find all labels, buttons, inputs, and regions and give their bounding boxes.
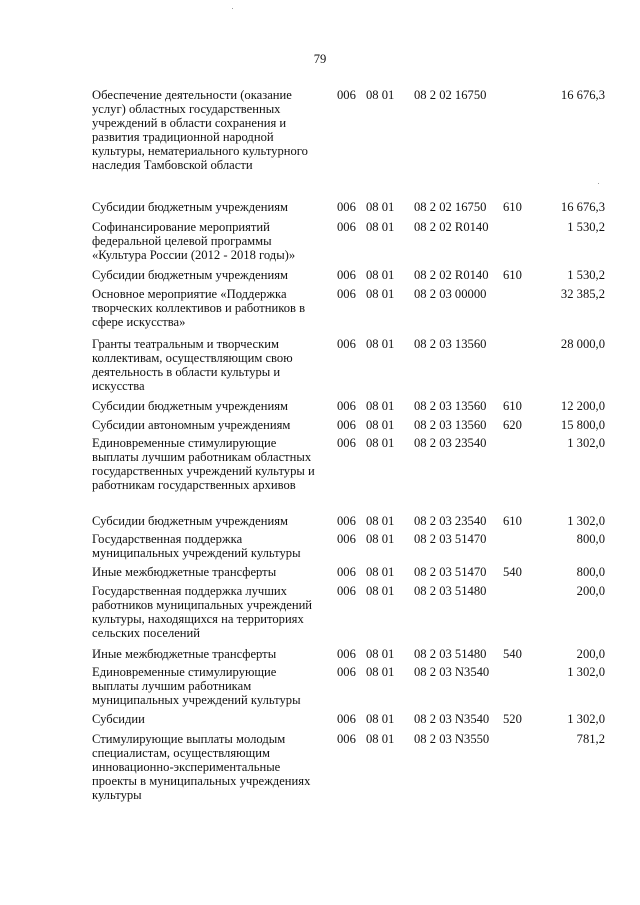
row-amount: 16 676,3: [560, 88, 605, 102]
row-amount: 1 530,2: [567, 268, 605, 282]
table-row: [0, 665, 640, 712]
table-row: [0, 268, 640, 287]
row-section: 08 01: [366, 532, 395, 546]
row-section: 08 01: [366, 88, 395, 102]
table-row: [0, 565, 640, 584]
row-amount: 200,0: [576, 584, 605, 598]
row-section: 08 01: [366, 514, 395, 528]
row-ved: 006: [337, 532, 356, 546]
row-ved: 006: [337, 665, 356, 679]
row-section: 08 01: [366, 268, 395, 282]
row-target-code: 08 2 02 16750: [414, 88, 487, 102]
row-section: 08 01: [366, 584, 395, 598]
row-amount: 28 000,0: [560, 337, 605, 351]
row-target-code: 08 2 03 13560: [414, 399, 487, 413]
row-ved: 006: [337, 399, 356, 413]
row-target-code: 08 2 03 13560: [414, 337, 487, 351]
row-amount: 16 676,3: [560, 200, 605, 214]
row-name: Субсидии бюджетным учреждениям: [92, 200, 288, 214]
row-target-code: 08 2 03 23540: [414, 436, 487, 450]
table-row: [0, 532, 640, 565]
table-row: [0, 88, 640, 200]
row-target-code: 08 2 03 51480: [414, 647, 487, 661]
row-amount: 1 530,2: [567, 220, 605, 234]
row-ved: 006: [337, 712, 356, 726]
row-amount: 800,0: [576, 532, 605, 546]
row-expense-type: 610: [503, 399, 522, 413]
row-name: Субсидии автономным учреждениям: [92, 418, 291, 432]
row-name: Государственная поддержка лучших работников муниципальных учреждений культуры, находящихся на территориях сельских поселений: [92, 584, 313, 640]
row-ved: 006: [337, 337, 356, 351]
row-section: 08 01: [366, 220, 395, 234]
row-section: 08 01: [366, 418, 395, 432]
row-target-code: 08 2 03 N3540: [414, 712, 490, 726]
row-amount: 800,0: [576, 565, 605, 579]
row-amount: 200,0: [576, 647, 605, 661]
row-name: Обеспечение деятельности (оказание услуг) областных государственных учреждений в области сохранения и развития традиционной народной культуры, нематериального культурного наследия Тамбовской области: [92, 88, 308, 172]
row-section: 08 01: [366, 732, 395, 746]
row-amount: 1 302,0: [567, 436, 605, 450]
scan-speck: [232, 8, 233, 9]
table-row: [0, 436, 640, 514]
row-target-code: 08 2 02 R0140: [414, 220, 489, 234]
row-target-code: 08 2 03 00000: [414, 287, 487, 301]
row-name: Субсидии бюджетным учреждениям: [92, 268, 288, 282]
row-ved: 006: [337, 88, 356, 102]
table-row: [0, 712, 640, 732]
row-section: 08 01: [366, 565, 395, 579]
row-expense-type: 610: [503, 200, 522, 214]
row-amount: 15 800,0: [560, 418, 605, 432]
table-row: [0, 584, 640, 647]
row-name: Иные межбюджетные трансферты: [92, 565, 277, 579]
row-ved: 006: [337, 436, 356, 450]
row-name: Субсидии бюджетным учреждениям: [92, 399, 288, 413]
row-target-code: 08 2 03 23540: [414, 514, 487, 528]
row-section: 08 01: [366, 200, 395, 214]
row-name: Софинансирование мероприятий федеральной целевой программы «Культура России (2012 - 2018 годы)»: [92, 220, 296, 262]
row-name: Субсидии: [92, 712, 145, 726]
row-expense-type: 540: [503, 565, 522, 579]
row-target-code: 08 2 03 13560: [414, 418, 487, 432]
row-target-code: 08 2 02 16750: [414, 200, 487, 214]
row-amount: 781,2: [576, 732, 605, 746]
row-section: 08 01: [366, 436, 395, 450]
budget-table: [0, 88, 640, 808]
row-amount: 1 302,0: [567, 665, 605, 679]
table-row: [0, 337, 640, 399]
row-ved: 006: [337, 200, 356, 214]
page-number: 79: [313, 52, 327, 66]
row-name: Единовременные стимулирующие выплаты лучшим работникам областных государственных учреждений культуры и работникам государственных архивов: [92, 436, 315, 492]
row-ved: 006: [337, 584, 356, 598]
row-target-code: 08 2 03 N3550: [414, 732, 490, 746]
row-expense-type: 610: [503, 268, 522, 282]
row-target-code: 08 2 03 51470: [414, 532, 487, 546]
row-amount: 12 200,0: [560, 399, 605, 413]
row-name: Государственная поддержка муниципальных учреждений культуры: [92, 532, 301, 560]
table-row: [0, 399, 640, 418]
row-section: 08 01: [366, 647, 395, 661]
row-amount: 32 385,2: [560, 287, 605, 301]
row-name: Стимулирующие выплаты молодым специалистам, осуществляющим инновационно-экспериментальные проекты в муниципальных учреждениях культуры: [92, 732, 311, 802]
table-row: [0, 220, 640, 268]
table-row: [0, 732, 640, 808]
row-ved: 006: [337, 647, 356, 661]
row-amount: 1 302,0: [567, 514, 605, 528]
row-ved: 006: [337, 268, 356, 282]
row-section: 08 01: [366, 337, 395, 351]
row-name: Субсидии бюджетным учреждениям: [92, 514, 288, 528]
row-name: Иные межбюджетные трансферты: [92, 647, 277, 661]
row-expense-type: 610: [503, 514, 522, 528]
table-row: [0, 647, 640, 665]
row-amount: 1 302,0: [567, 712, 605, 726]
row-ved: 006: [337, 732, 356, 746]
table-row: [0, 200, 640, 220]
row-expense-type: 520: [503, 712, 522, 726]
row-target-code: 08 2 03 N3540: [414, 665, 490, 679]
row-section: 08 01: [366, 712, 395, 726]
row-name: Гранты театральным и творческим коллективам, осуществляющим свою деятельность в области культуры и искусства: [92, 337, 293, 393]
row-ved: 006: [337, 514, 356, 528]
row-target-code: 08 2 03 51480: [414, 584, 487, 598]
table-row: [0, 287, 640, 337]
row-ved: 006: [337, 287, 356, 301]
row-ved: 006: [337, 418, 356, 432]
row-section: 08 01: [366, 665, 395, 679]
row-expense-type: 540: [503, 647, 522, 661]
row-name: Единовременные стимулирующие выплаты лучшим работникам муниципальных учреждений культуры: [92, 665, 301, 707]
row-expense-type: 620: [503, 418, 522, 432]
row-section: 08 01: [366, 287, 395, 301]
row-section: 08 01: [366, 399, 395, 413]
row-target-code: 08 2 03 51470: [414, 565, 487, 579]
row-ved: 006: [337, 220, 356, 234]
table-row: [0, 514, 640, 532]
table-row: [0, 418, 640, 436]
row-name: Основное мероприятие «Поддержка творческих коллективов и работников в сфере искусства»: [92, 287, 306, 329]
row-target-code: 08 2 02 R0140: [414, 268, 489, 282]
row-ved: 006: [337, 565, 356, 579]
